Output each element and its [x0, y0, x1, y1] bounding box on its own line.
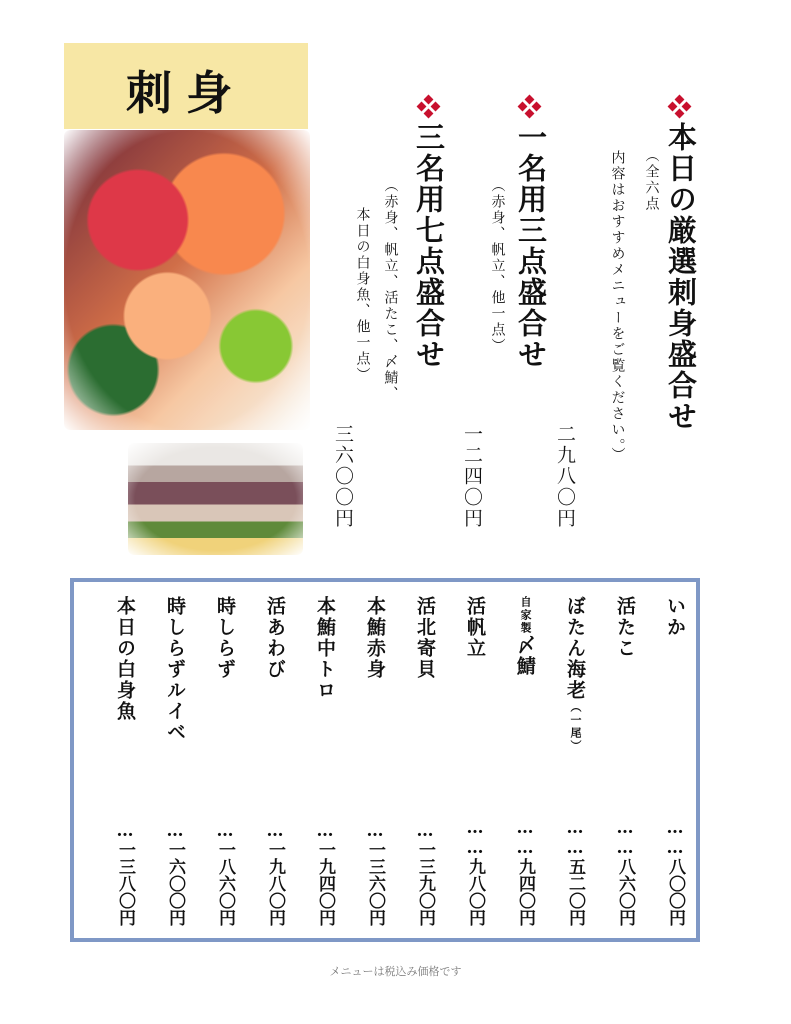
- item-sub: （一尾）: [569, 701, 582, 753]
- featured-2-note-1: （赤身、帆立、他一点）: [489, 178, 506, 354]
- display-case-photo: [128, 443, 303, 555]
- item-name: ぼたん海老: [564, 596, 586, 701]
- list-item: 時しらず …一八六〇円: [214, 596, 236, 926]
- item-prefix: 自家製: [519, 596, 532, 635]
- featured-1-price: 二九八〇円: [554, 424, 576, 529]
- sashimi-platter-photo: [64, 130, 310, 430]
- diamond-icon: [669, 96, 691, 118]
- featured-1-note-2: 内容はおすすめメニューをご覧ください。）: [609, 150, 626, 463]
- list-item: 活たこ ……八六〇円: [614, 596, 636, 926]
- featured-1-title: 本日の厳選刺身盛合せ: [664, 122, 698, 432]
- featured-1-note-1: （全六点: [643, 148, 660, 212]
- list-item: 本鮪中トロ …一九四〇円: [314, 596, 336, 926]
- diamond-icon: [519, 96, 541, 118]
- list-item: 活あわび …一九八〇円: [264, 596, 286, 926]
- item-name: 〆鯖: [514, 635, 536, 677]
- list-item: 時しらずルイベ …一六〇〇円: [164, 596, 186, 926]
- featured-2-title: 一名用三点盛合せ: [514, 122, 548, 370]
- list-item: 活北寄貝 …一三九〇円: [414, 596, 436, 926]
- list-item: 自家製〆鯖 ……九四〇円: [514, 596, 536, 926]
- diamond-icon: [418, 96, 440, 118]
- page-title: 刺身: [126, 66, 246, 120]
- list-item: 本日の白身魚 …一三八〇円: [114, 596, 136, 926]
- list-item: 活帆立 ……九八〇円: [464, 596, 486, 926]
- list-item: いか ……八〇〇円: [664, 596, 686, 926]
- tax-note: メニューは税込み価格です: [329, 965, 462, 978]
- list-item: 本鮪赤身 …一三六〇円: [364, 596, 386, 926]
- featured-3-title: 三名用七点盛合せ: [412, 122, 446, 370]
- featured-3-price: 三六〇〇円: [332, 424, 354, 529]
- title-banner: [64, 43, 308, 129]
- featured-3-note-1: （赤身、帆立、活たこ、〆鯖、: [382, 178, 399, 402]
- a-la-carte-list: [70, 578, 700, 942]
- list-item: ぼたん海老（一尾） ……五二〇円: [564, 596, 586, 926]
- featured-2-price: 一二四〇円: [461, 424, 483, 529]
- featured-3-note-2: 本日の白身魚、他一点）: [354, 207, 371, 383]
